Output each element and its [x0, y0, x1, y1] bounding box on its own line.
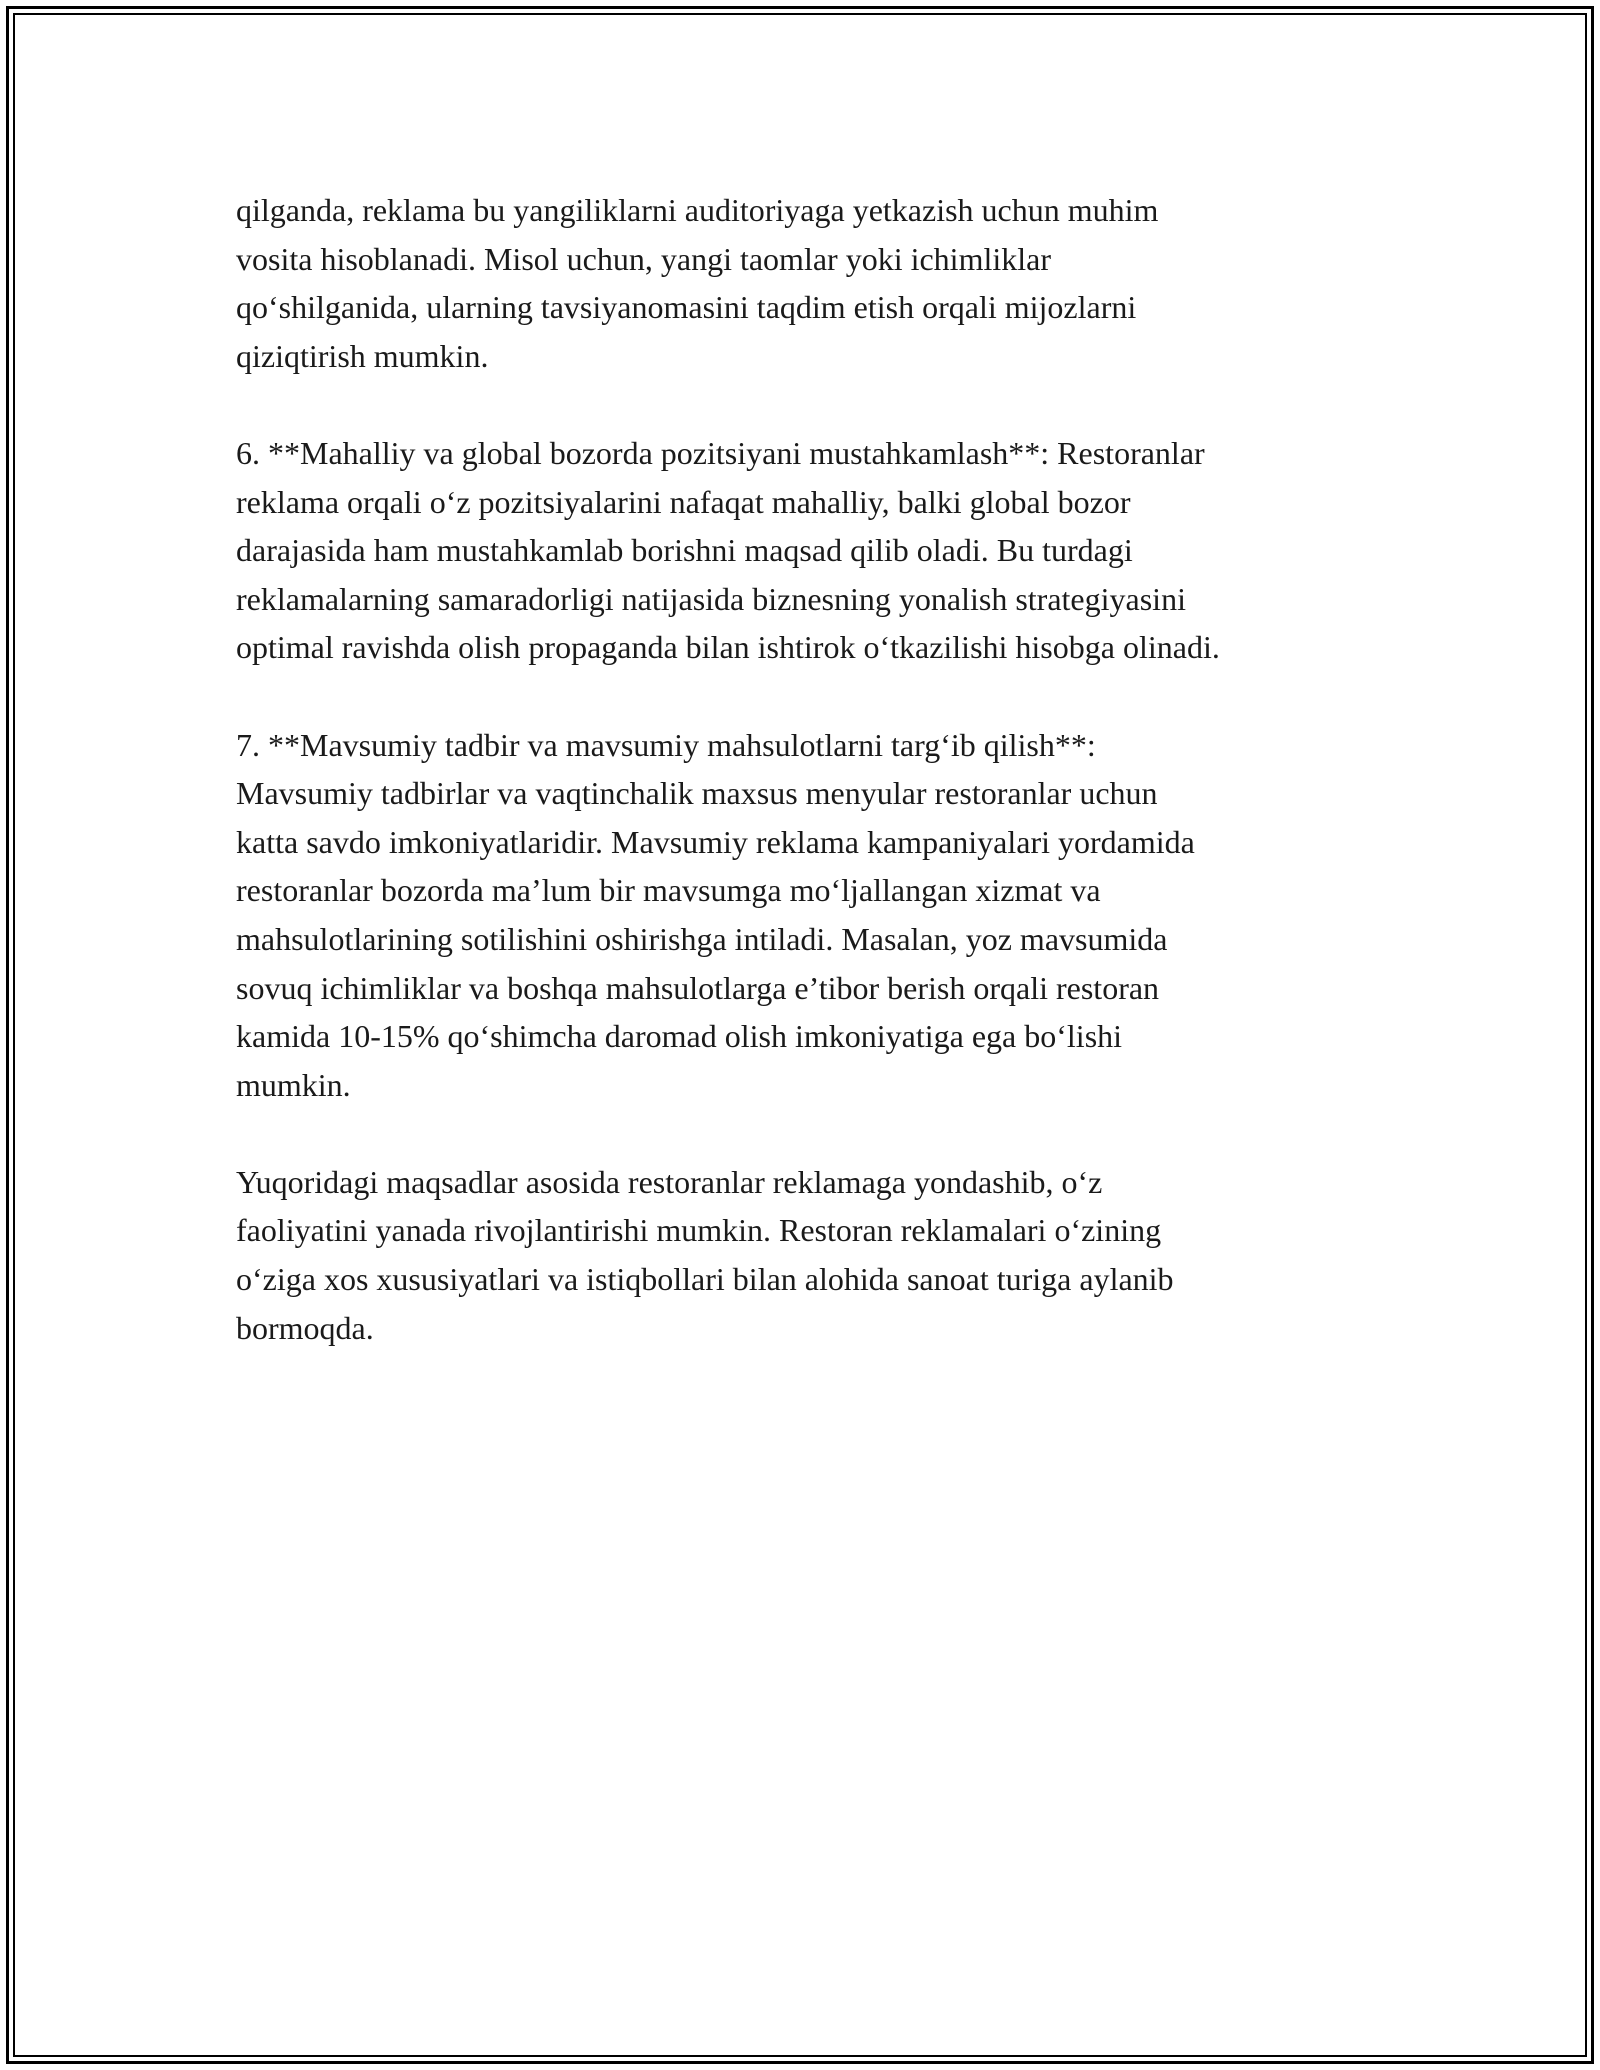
text-line: 7. **Mavsumiy tadbir va mavsumiy mahsulotlarni targ‘ib qilish**: [236, 726, 1096, 763]
text-line: restoranlar bozorda ma’lum bir mavsumga mo‘ljallangan xizmat va [236, 872, 1101, 909]
text-line: 6. **Mahalliy va global bozorda pozitsiyani mustahkamlash**: Restoranlar [236, 434, 1205, 471]
text-line: qiziqtirish mumkin. [236, 337, 489, 374]
text-line: mumkin. [236, 1066, 351, 1103]
text-line: qilganda, reklama bu yangiliklarni auditoriyaga yetkazish uchun muhim [236, 192, 1159, 228]
text-line: kamida 10-15% qo‘shimcha daromad olish imkoniyatiga ega bo‘lishi [236, 1018, 1123, 1055]
document-body [236, 186, 1386, 1401]
text-line: bormoqda. [236, 1309, 374, 1346]
text-line: reklamalarning samaradorligi natijasida biznesning yonalish strategiyasini [236, 580, 1186, 617]
text-line: darajasida ham mustahkamlab borishni maqsad qilib oladi. Bu turdagi [236, 532, 1133, 569]
paragraph-item-6 [236, 429, 1386, 672]
text-line: optimal ravishda olish propaganda bilan ishtirok o‘tkazilishi hisobga olinadi. [236, 629, 1220, 666]
text-line: mahsulotlarining sotilishini oshirishga intiladi. Masalan, yoz mavsumida [236, 920, 1168, 957]
text-line: katta savdo imkoniyatlaridir. Mavsumiy reklama kampaniyalari yordamida [236, 823, 1195, 860]
text-line: qo‘shilganida, ularning tavsiyanomasini taqdim etish orqali mijozlarni [236, 289, 1137, 326]
text-line: reklama orqali o‘z pozitsiyalarini nafaqat mahalliy, balki global bozor [236, 483, 1131, 520]
text-line: vosita hisoblanadi. Misol uchun, yangi taomlar yoki ichimliklar [236, 240, 1051, 277]
text-line: Mavsumiy tadbirlar va vaqtinchalik maxsus menyular restoranlar uchun [236, 775, 1158, 812]
text-line: o‘ziga xos xususiyatlari va istiqbollari bilan alohida sanoat turiga aylanib [236, 1261, 1174, 1298]
text-line: faoliyatini yanada rivojlantirishi mumkin. Restoran reklamalari o‘zining [236, 1212, 1162, 1249]
paragraph-conclusion [236, 1158, 1386, 1352]
text-line: Yuqoridagi maqsadlar asosida restoranlar reklamaga yondashib, o‘z [236, 1163, 1103, 1200]
paragraph-continuation [236, 186, 1386, 380]
paragraph-item-7 [236, 721, 1386, 1110]
text-line: sovuq ichimliklar va boshqa mahsulotlarga e’tibor berish orqali restoran [236, 969, 1160, 1006]
